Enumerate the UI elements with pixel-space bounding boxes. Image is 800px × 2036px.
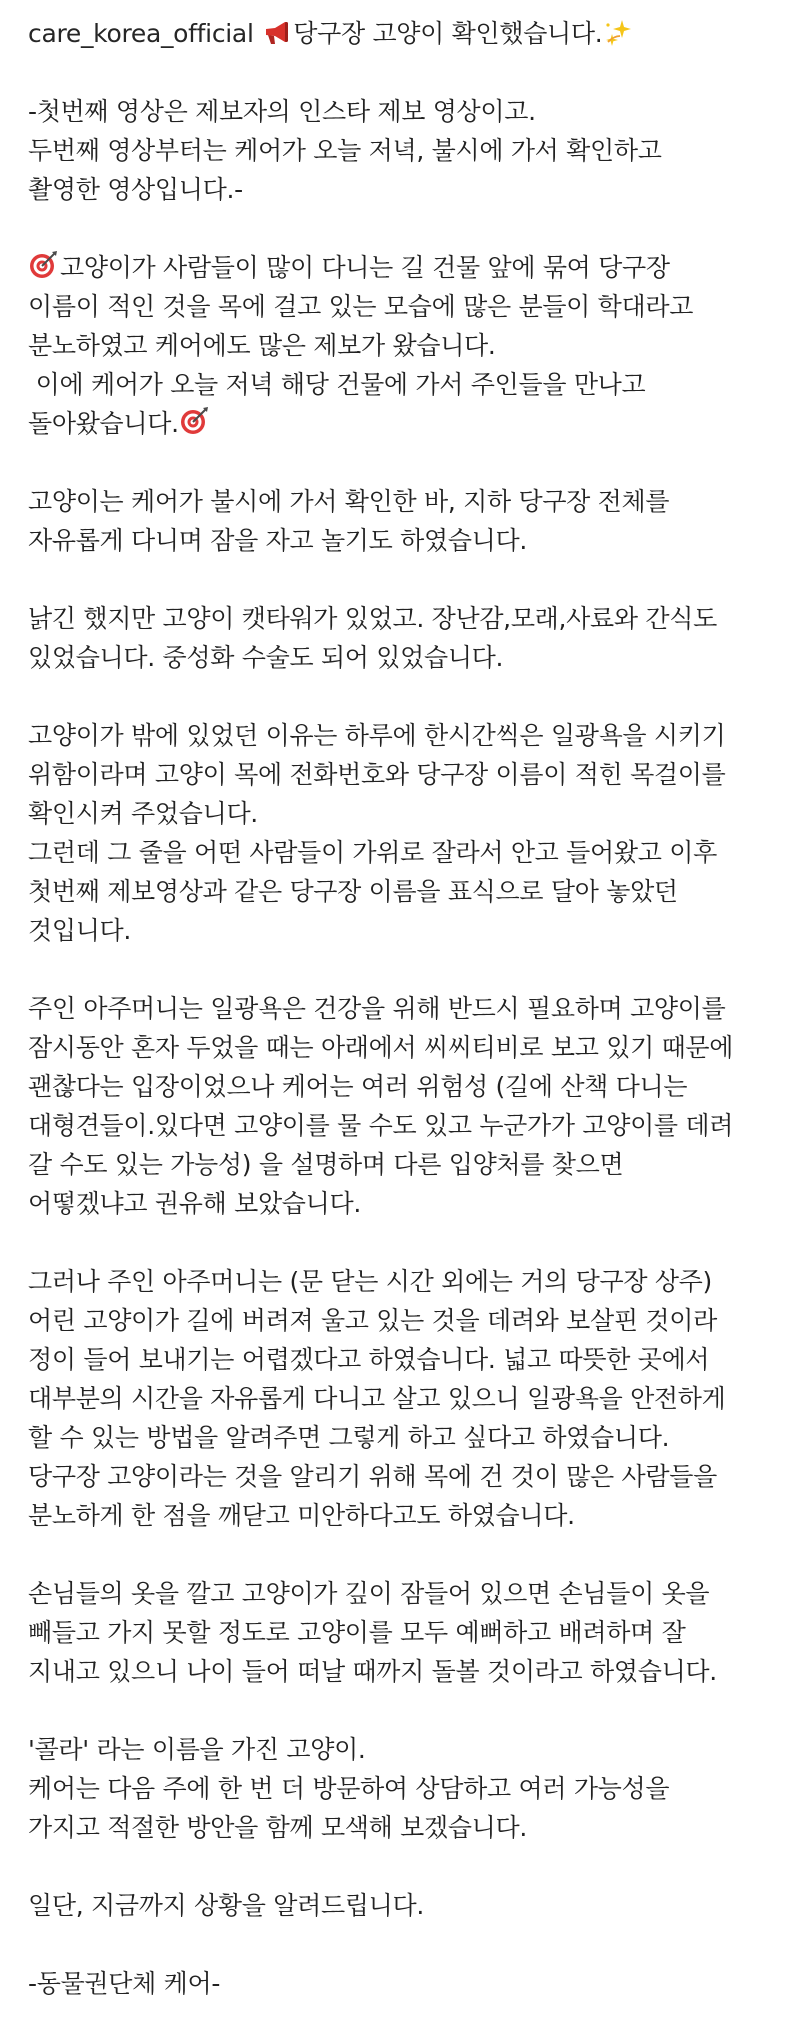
caption-line bbox=[28, 404, 776, 443]
caption-line: 일단, 지금까지 상황을 알려드립니다. bbox=[28, 1891, 424, 1920]
caption-line: 이에 케어가 오늘 저녁 해당 건물에 가서 주인들을 만나고 bbox=[28, 370, 646, 399]
caption-line: 주인 아주머니는 일광욕은 건강을 위해 반드시 필요하며 고양이를 bbox=[28, 994, 726, 1023]
caption-line: 두번째 영상부터는 케어가 오늘 저녁, 불시에 가서 확인하고 bbox=[28, 136, 662, 165]
caption-line bbox=[28, 248, 776, 287]
caption-header bbox=[28, 14, 776, 53]
caption-line: 있었습니다. 중성화 수술도 되어 있었습니다. bbox=[28, 643, 504, 672]
caption-line: 지내고 있으니 나이 들어 떠날 때까지 돌볼 것이라고 하였습니다. bbox=[28, 1657, 717, 1686]
caption-line: 당구장 고양이라는 것을 알리기 위해 목에 건 것이 많은 사람들을 bbox=[28, 1462, 717, 1491]
caption-line: 그러나 주인 아주머니는 (문 닫는 시간 외에는 거의 당구장 상주) bbox=[28, 1267, 712, 1296]
megaphone-icon bbox=[263, 20, 291, 46]
username-link[interactable]: care_korea_official bbox=[28, 19, 254, 48]
caption-line: 가지고 적절한 방안을 함께 모색해 보겠습니다. bbox=[28, 1813, 528, 1842]
caption-line: 대부분의 시간을 자유롭게 다니고 살고 있으니 일광욕을 안전하게 bbox=[28, 1384, 726, 1413]
caption-line: 갈 수도 있는 가능성) 을 설명하며 다른 입양처를 찾으면 bbox=[28, 1150, 624, 1179]
caption-line: 첫번째 제보영상과 같은 당구장 이름을 표식으로 달아 놓았던 bbox=[28, 877, 678, 906]
caption-headline: 당구장 고양이 확인했습니다. bbox=[293, 19, 603, 48]
caption-text: 고양이가 사람들이 많이 다니는 길 건물 앞에 묶여 당구장 bbox=[60, 253, 670, 282]
caption-line: 확인시켜 주었습니다. bbox=[28, 799, 258, 828]
caption-line: 괜찮다는 입장이었으나 케어는 여러 위험성 (길에 산책 다니는 bbox=[28, 1072, 688, 1101]
caption-line: 케어는 다음 주에 한 번 더 방문하여 상담하고 여러 가능성을 bbox=[28, 1774, 670, 1803]
caption-line: 것입니다. bbox=[28, 916, 132, 945]
caption-text: 돌아왔습니다. bbox=[28, 409, 179, 438]
caption-line: 이름이 적인 것을 목에 걸고 있는 모습에 많은 분들이 학대라고 bbox=[28, 292, 694, 321]
caption-line: 분노하게 한 점을 깨닫고 미안하다고도 하였습니다. bbox=[28, 1501, 575, 1530]
sparkle-icon bbox=[604, 18, 632, 46]
direct-hit-icon bbox=[179, 406, 209, 436]
caption-line: 낡긴 했지만 고양이 캣타워가 있었고. 장난감,모래,사료와 간식도 bbox=[28, 604, 717, 633]
caption-signature: -동물권단체 케어- bbox=[28, 1969, 221, 1998]
caption-line: 정이 들어 보내기는 어렵겠다고 하였습니다. 넓고 따뜻한 곳에서 bbox=[28, 1345, 710, 1374]
caption-line: 자유롭게 다니며 잠을 자고 놀기도 하였습니다. bbox=[28, 526, 528, 555]
caption-line: 대형견들이.있다면 고양이를 물 수도 있고 누군가가 고양이를 데려 bbox=[28, 1111, 734, 1140]
caption-line: 고양이는 케어가 불시에 가서 확인한 바, 지하 당구장 전체를 bbox=[28, 487, 670, 516]
caption-line: 어떻겠냐고 권유해 보았습니다. bbox=[28, 1189, 361, 1218]
caption-line: 고양이가 밖에 있었던 이유는 하루에 한시간씩은 일광욕을 시키기 bbox=[28, 721, 726, 750]
caption-line: -첫번째 영상은 제보자의 인스타 제보 영상이고. bbox=[28, 97, 536, 126]
caption-line: 어린 고양이가 길에 버려져 울고 있는 것을 데려와 보살핀 것이라 bbox=[28, 1306, 717, 1335]
caption-line: '콜라' 라는 이름을 가진 고양이. bbox=[28, 1735, 366, 1764]
caption-line: 분노하였고 케어에도 많은 제보가 왔습니다. bbox=[28, 331, 496, 360]
caption-line: 그런데 그 줄을 어떤 사람들이 가위로 잘라서 안고 들어왔고 이후 bbox=[28, 838, 717, 867]
caption-line: 잠시동안 혼자 두었을 때는 아래에서 씨씨티비로 보고 있기 때문에 bbox=[28, 1033, 734, 1062]
caption-line: 위함이라며 고양이 목에 전화번호와 당구장 이름이 적힌 목걸이를 bbox=[28, 760, 726, 789]
caption-line: 촬영한 영상입니다.- bbox=[28, 175, 243, 204]
caption-line: 빼들고 가지 못할 정도로 고양이를 모두 예뻐하고 배려하며 잘 bbox=[28, 1618, 686, 1647]
direct-hit-icon bbox=[28, 250, 58, 280]
caption-line: 손님들의 옷을 깔고 고양이가 깊이 잠들어 있으면 손님들이 옷을 bbox=[28, 1579, 710, 1608]
caption-line: 할 수 있는 방법을 알려주면 그렇게 하고 싶다고 하였습니다. bbox=[28, 1423, 670, 1452]
